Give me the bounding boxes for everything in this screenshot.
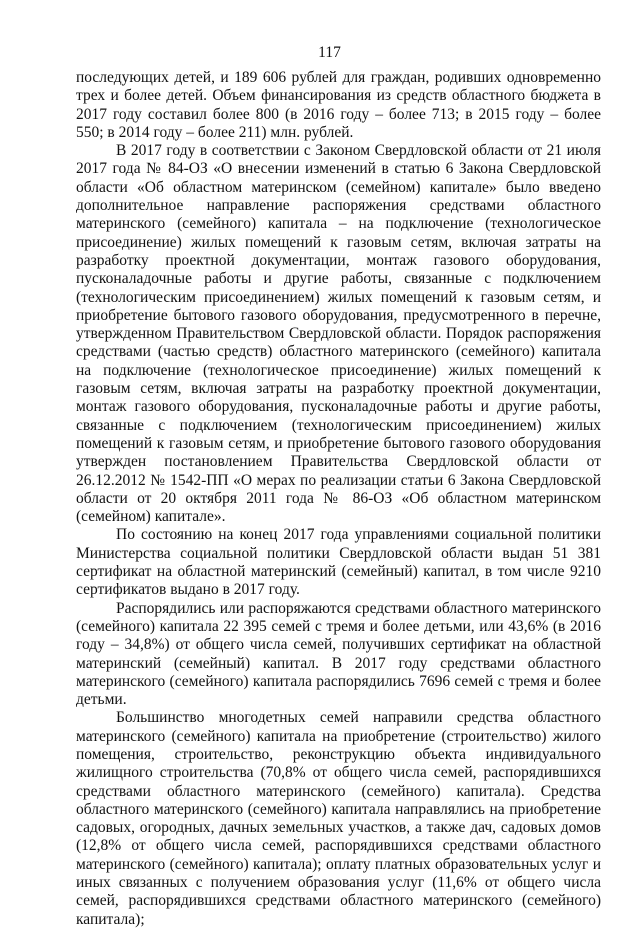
page-number: 117: [318, 44, 341, 61]
paragraph-law-2017: В 2017 году в соответствии с Законом Свердловской области от 21 июля 2017 года № 84-ОЗ «О внесении изменений в статью 6 Закона Свердловской области «Об областном материнском (семейном) капитале» было введено дополнительное направление распоряжения средствами областного материнского (семейного) капитала – на подключение (технологическое присоединение) жилых помещений к газовым сетям, включая затраты на разработку проектной документации, монтаж газового оборудования, пусконаладочные работы и другие работы, связанные с подключением (технологическим присоединением) жилых помещений к газовым сетям, и приобретение бытового газового оборудования, предусмотренного в перечне, утвержденном Правительством Свердловской области. Порядок распоряжения средствами (частью средств) областного материнского (семейного) капитала на подключение (технологическое присоединение) жилых помещений к газовым сетям, включая затраты на разработку проектной документации, монтаж газового оборудования, пусконаладочные работы и другие работы, связанные с подключением (технологическим присоединением) жилых помещений к газовым сетям, и приобретение бытового газового оборудования утвержден постановлением Правительства Свердловской области от 26.12.2012 № 1542-ПП «О мерах по реализации статьи 6 Закона Свердловской области от 20 октября 2011 года № 86-ОЗ «Об областном материнском (семейном) капитале».: [76, 142, 601, 526]
paragraph-usage-directions: Большинство многодетных семей направили средства областного материнского (семейного) капитала на приобретение (строительство) жилого помещения, строительство, реконструкцию объекта индивидуального жилищного строительства (70,8% от общего числа семей, распорядившихся средствами областного материнского (семейного) капитала). Средства областного материнского (семейного) капитала направлялись на приобретение садовых, огородных, дачных земельных участков, а также дач, садовых домов (12,8% от общего числа семей, распорядившихся средствами областного материнского (семейного) капитала); оплату платных образовательных услуг и иных связанных с получением образования услуг (11,6% от общего числа семей, распорядившихся средствами областного материнского (семейного) капитала);: [76, 709, 601, 928]
paragraph-certificates: По состоянию на конец 2017 года управлениями социальной политики Министерства социальной политики Свердловской области выдан 51 381 сертификат на областной материнский (семейный) капитал, в том числе 9210 сертификатов выдано в 2017 году.: [76, 526, 601, 599]
body-text: [76, 69, 601, 929]
paragraph-families-disposed: Распорядились или распоряжаются средствами областного материнского (семейного) капитала 22 395 семей с тремя и более детьми, или 43,6% (в 2016 году – 34,8%) от общего числа семей, получивших сертификат на областной материнский (семейный) капитал. В 2017 году средствами областного материнского (семейного) капитала распорядились 7696 семей с тремя и более детьми.: [76, 599, 601, 709]
paragraph-continuation: последующих детей, и 189 606 рублей для граждан, родивших одновременно трех и более детей. Объем финансирования из средств областного бюджета в 2017 году составил более 800 (в 2016 году – более 713; в 2015 году – более 550; в 2014 году – более 211) млн. рублей.: [76, 69, 601, 141]
